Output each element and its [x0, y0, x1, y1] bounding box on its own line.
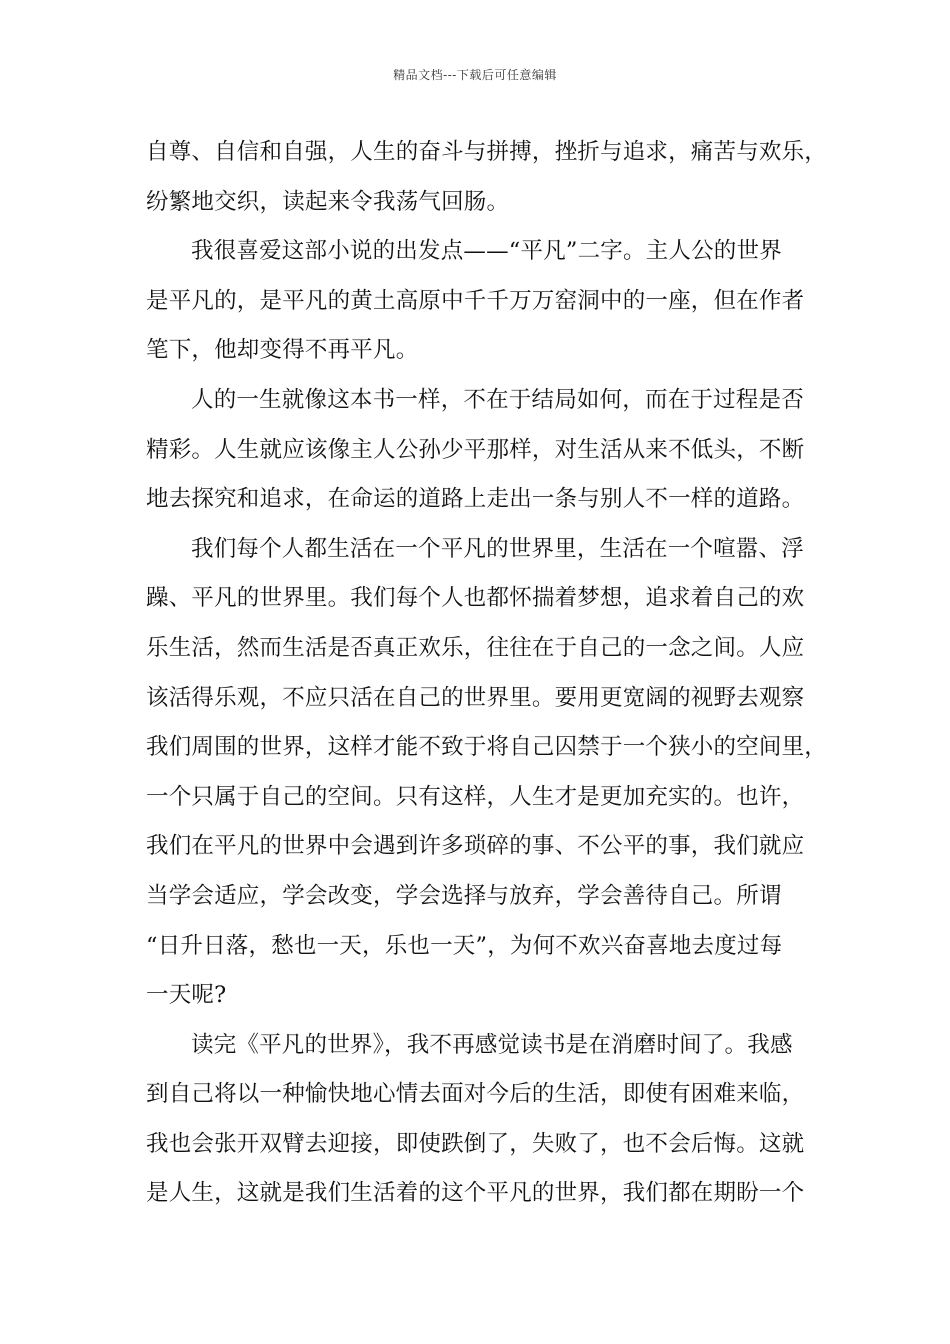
- paragraph-line: 是人生，这就是我们生活着的这个平凡的世界，我们都在期盼一个: [146, 1180, 805, 1207]
- paragraph-line: 我也会张开双臂去迎接，即使跌倒了，失败了，也不会后悔。这就: [146, 1130, 805, 1157]
- paragraph-line: 纷繁地交织，读起来令我荡气回肠。: [146, 188, 510, 215]
- paragraph-line: 我们在平凡的世界中会遇到许多琐碎的事、不公平的事，我们就应: [146, 833, 805, 860]
- paragraph-line: 自尊、自信和自强，人生的奋斗与拼搏，挫折与追求，痛苦与欢乐，: [146, 139, 828, 165]
- paragraph-line: 当学会适应，学会改变，学会选择与放弃，学会善待自己。所谓: [146, 882, 782, 909]
- paragraph-line: 我很喜爱这部小说的出发点——“平凡”二字。主人公的世界: [191, 238, 782, 265]
- paragraph-line: 我们每个人都生活在一个平凡的世界里，生活在一个喧嚣、浮: [191, 535, 804, 562]
- paragraph-line: 精彩。人生就应该像主人公孙少平那样，对生活从来不低头，不断: [146, 436, 805, 463]
- paragraph-line: 该活得乐观，不应只活在自己的世界里。要用更宽阔的视野去观察: [146, 684, 805, 711]
- page-header: 精品文档---下载后可任意编辑: [393, 68, 557, 82]
- paragraph-line: 地去探究和追求，在命运的道路上走出一条与别人不一样的道路。: [146, 486, 805, 513]
- paragraph-line: 人的一生就像这本书一样，不在于结局如何，而在于过程是否: [191, 386, 804, 413]
- paragraph-line: 是平凡的，是平凡的黄土高原中千千万万窑洞中的一座，但在作者: [146, 287, 805, 314]
- paragraph-line: 乐生活，然而生活是否真正欢乐，往往在于自己的一念之间。人应: [146, 634, 805, 661]
- paragraph-line: 一天呢?: [146, 982, 227, 1009]
- document-body: [146, 128, 846, 1219]
- paragraph-line: 躁、平凡的世界里。我们每个人也都怀揣着梦想，追求着自己的欢: [146, 585, 805, 612]
- paragraph-line: “日升日落，愁也一天，乐也一天”，为何不欢兴奋喜地去度过每: [146, 932, 783, 959]
- paragraph-line: 我们周围的世界，这样才能不致于将自己囚禁于一个狭小的空间里，: [146, 734, 828, 761]
- paragraph-line: 一个只属于自己的空间。只有这样，人生才是更加充实的。也许，: [146, 783, 805, 810]
- paragraph-line: 读完《平凡的世界》，我不再感觉读书是在消磨时间了。我感: [191, 1031, 793, 1058]
- paragraph-line: 到自己将以一种愉快地心情去面对今后的生活，即使有困难来临，: [146, 1081, 805, 1108]
- paragraph-line: 笔下，他却变得不再平凡。: [146, 337, 419, 364]
